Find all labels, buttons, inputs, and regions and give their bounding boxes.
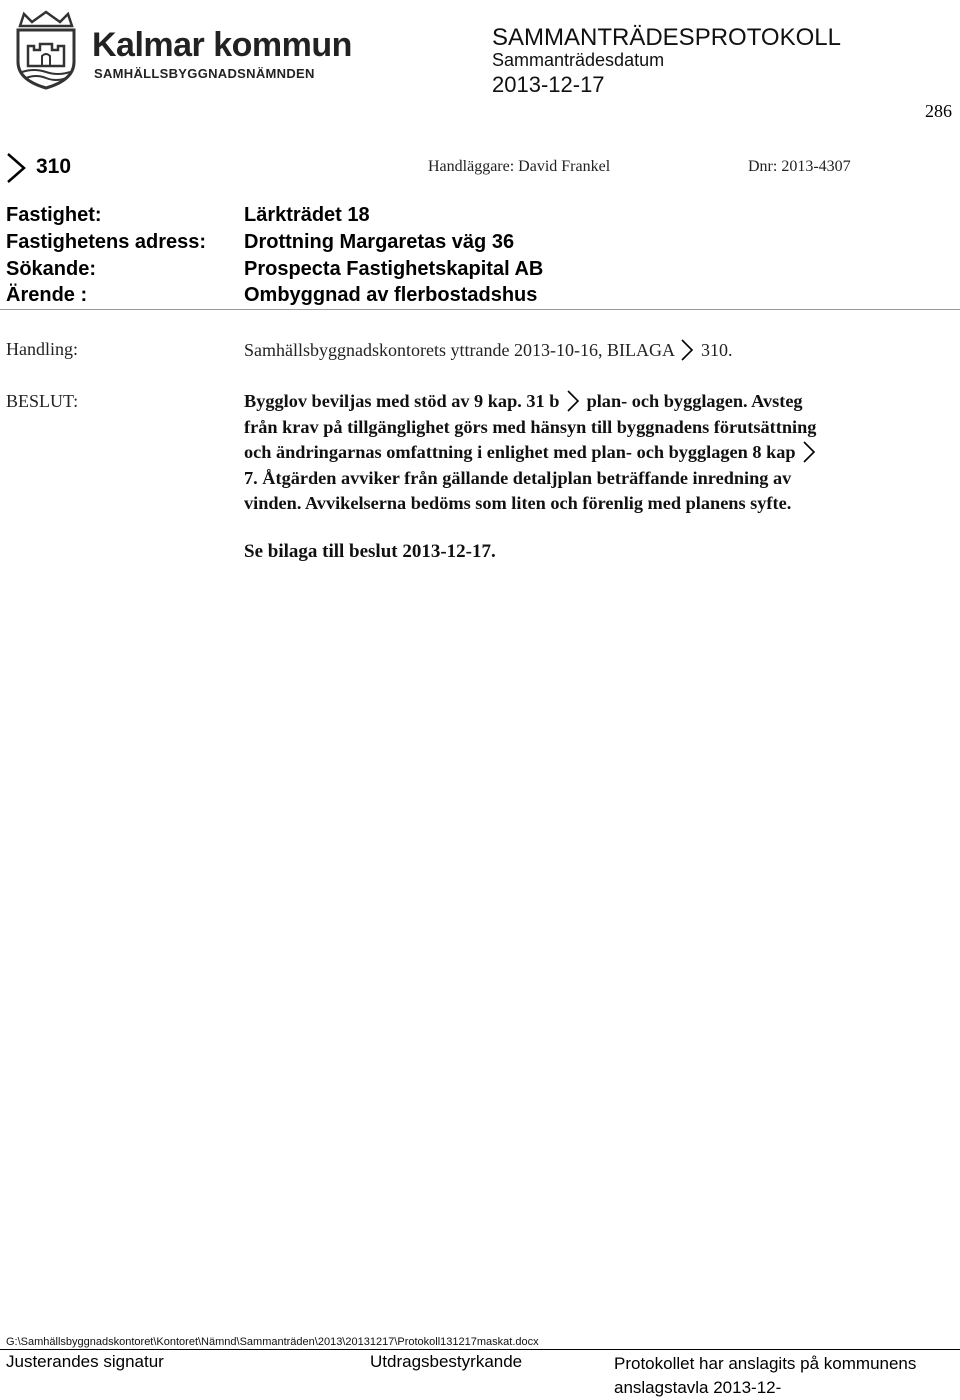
decision-text-fragment: plan- och bygglagen. Avsteg: [586, 391, 803, 411]
divider: [0, 309, 960, 310]
decision-text-fragment: Bygglov beviljas med stöd av 9 kap. 31 b: [244, 391, 560, 411]
registration-number: Dnr: 2013-4307: [748, 158, 851, 175]
decision-text-fragment: och ändringarnas omfattning i enlighet med plan- och bygglagen 8 kap: [244, 442, 796, 462]
handling-text: Samhällsbyggnadskontorets yttrande 2013-10-16, BILAGA: [244, 340, 674, 360]
decision-line: från krav på tillgänglighet görs med hänsyn till byggnadens förutsättning: [244, 416, 817, 437]
section-number: 310: [36, 155, 72, 178]
coat-of-arms-icon: [10, 10, 82, 90]
info-label: Fastighet:: [6, 204, 102, 226]
info-label: Sökande:: [6, 258, 97, 280]
info-label: Ärende :: [6, 284, 88, 306]
info-value: Prospecta Fastighetskapital AB: [244, 258, 544, 280]
department-name: SAMHÄLLSBYGGNADSNÄMNDEN: [94, 66, 315, 81]
decision-text: [244, 389, 950, 517]
section-sign-icon: [680, 339, 694, 361]
org-name: Kalmar kommun: [92, 26, 352, 64]
posting-notice: Protokollet har anslagits på kommunens anslagstavla 2013-12-: [614, 1354, 917, 1397]
section-sign-icon: [566, 390, 580, 412]
info-label: Fastighetens adress:: [6, 231, 207, 253]
case-handler: Handläggare: David Frankel: [428, 158, 611, 175]
section-sign-icon: [6, 152, 26, 184]
handling-label: Handling:: [6, 339, 78, 359]
handling-value: [244, 339, 732, 361]
meeting-date-label: Sammanträdesdatum: [492, 50, 665, 70]
footer-divider: [0, 1349, 960, 1350]
document-title: SAMMANTRÄDESPROTOKOLL: [492, 24, 841, 51]
see-attachment-note: Se bilaga till beslut 2013-12-17.: [244, 541, 496, 562]
decision-line: 7. Åtgärden avviker från gällande detaljplan beträffande inredning av: [244, 467, 792, 488]
page-number: 286: [925, 101, 952, 121]
file-path: G:\Samhällsbyggnadskontoret\Kontoret\Nämnd\Sammanträden\2013\20131217\Protokoll131217maskat.docx: [6, 1336, 539, 1348]
info-value: Drottning Margaretas väg 36: [244, 231, 515, 253]
section-sign-icon: [802, 441, 816, 463]
decision-line: [244, 440, 950, 466]
signature-label: Justerandes signatur: [6, 1352, 164, 1371]
meeting-date: 2013-12-17: [492, 72, 605, 97]
decision-label: BESLUT:: [6, 391, 79, 411]
decision-line: [244, 389, 950, 415]
handling-text-suffix: 310.: [700, 340, 733, 360]
kalmar-logo: [10, 10, 352, 90]
extract-certification-label: Utdragsbestyrkande: [370, 1352, 523, 1371]
decision-line: vinden. Avvikelserna bedöms som liten och förenlig med planens syfte.: [244, 493, 792, 513]
info-value: Ombyggnad av flerbostadshus: [244, 284, 538, 306]
info-value: Lärkträdet 18: [244, 204, 370, 226]
